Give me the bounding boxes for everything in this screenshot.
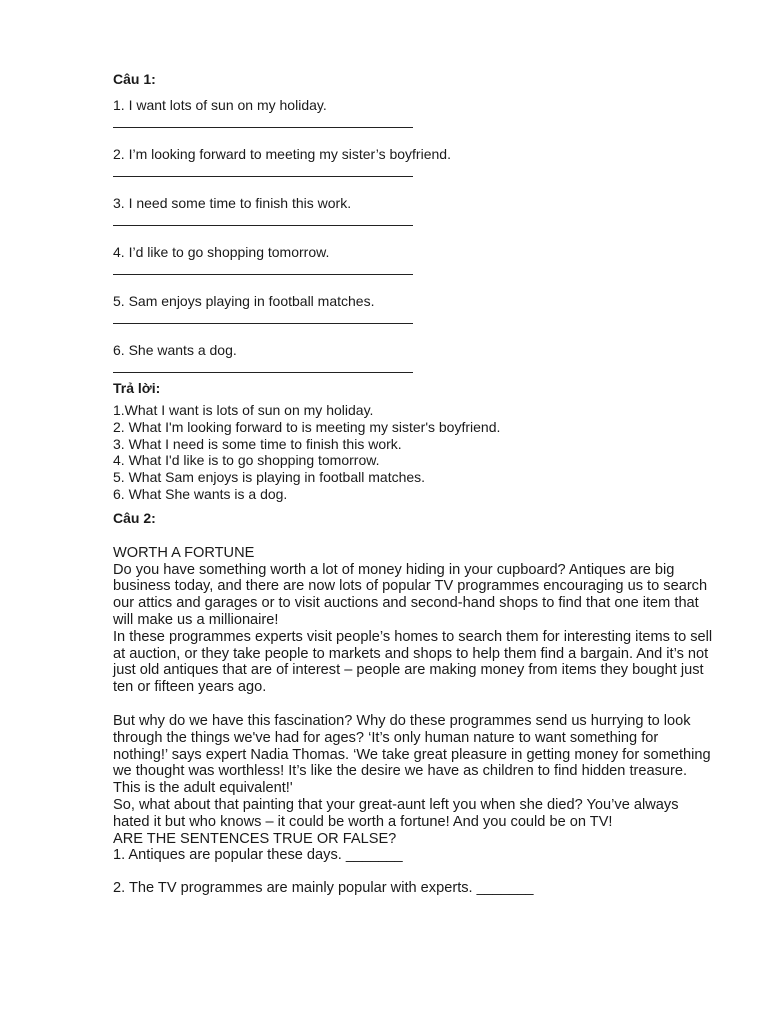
answer-line (113, 114, 413, 128)
document-page (113, 70, 713, 897)
passage-paragraph: But why do we have this fascination? Why do these programmes send us hurrying to look through the things we've had for ages? ‘It’s only human nature to want something for nothing!’ says expert Nadia Thomas. ‘We take great pleasure in getting money for something we thought was worthless! It’s like the desire we have as children to find hidden treasure. This is the adult equivalent!' (113, 712, 711, 797)
answer-line (113, 212, 413, 226)
answer-item: 5. What Sam enjoys is playing in football matches. (113, 469, 426, 486)
answers-heading: Trả lời: (113, 380, 161, 396)
section1-heading: Câu 1: (113, 71, 156, 87)
question-text: 3. I need some time to finish this work. (113, 195, 352, 211)
question-5 (113, 292, 713, 324)
question-4 (113, 243, 713, 275)
answer-line (113, 163, 413, 177)
answers-list (113, 402, 713, 503)
reading-passage (113, 545, 713, 848)
question-text: 6. She wants a dog. (113, 342, 237, 358)
question-3 (113, 194, 713, 226)
question-2 (113, 145, 713, 177)
answer-item: 6. What She wants is a dog. (113, 485, 288, 502)
answer-item: 2. What I'm looking forward to is meeting my sister's boyfriend. (113, 418, 501, 435)
passage-title: WORTH A FORTUNE (113, 544, 255, 561)
answer-item: 4. What I'd like is to go shopping tomorrow. (113, 452, 380, 469)
question-text: 2. I’m looking forward to meeting my sister’s boyfriend. (113, 146, 451, 162)
answer-item: 1.What I want is lots of sun on my holiday. (113, 402, 374, 418)
passage-paragraph: So, what about that painting that your great-aunt left you when she died? You’ve always hated it but who knows – it could be worth a fortune! And you could be on TV! (113, 796, 679, 830)
question-text: 1. I want lots of sun on my holiday. (113, 97, 327, 113)
tf-question-2: 2. The TV programmes are mainly popular with experts. _______ (113, 880, 534, 897)
passage-paragraph: Do you have something worth a lot of money hiding in your cupboard? Antiques are big business today, and there are now lots of popular TV programmes encouraging us to search our attics and garages or to visit auctions and second-hand shops to find that one item that will make us a millionaire! (113, 561, 708, 628)
section2-heading: Câu 2: (113, 509, 156, 526)
answer-item: 3. What I need is some time to finish this work. (113, 435, 402, 452)
tf-instruction: ARE THE SENTENCES TRUE OR FALSE? (113, 830, 397, 847)
answer-line (113, 310, 413, 324)
passage-paragraph: In these programmes experts visit people’s homes to search them for interesting items to sell at auction, or they take people to markets and shops to help them find a bargain. And it’s not just old antiques that are of interest – people are making money from items they bought just ten or fifteen years ago. (113, 628, 713, 696)
answer-line (113, 261, 413, 275)
question-text: 4. I’d like to go shopping tomorrow. (113, 244, 330, 260)
tf-question-1: 1. Antiques are popular these days. _______ (113, 847, 403, 864)
question-1 (113, 96, 713, 128)
question-text: 5. Sam enjoys playing in football matches. (113, 293, 375, 309)
question-6 (113, 341, 713, 373)
answer-line (113, 359, 413, 373)
